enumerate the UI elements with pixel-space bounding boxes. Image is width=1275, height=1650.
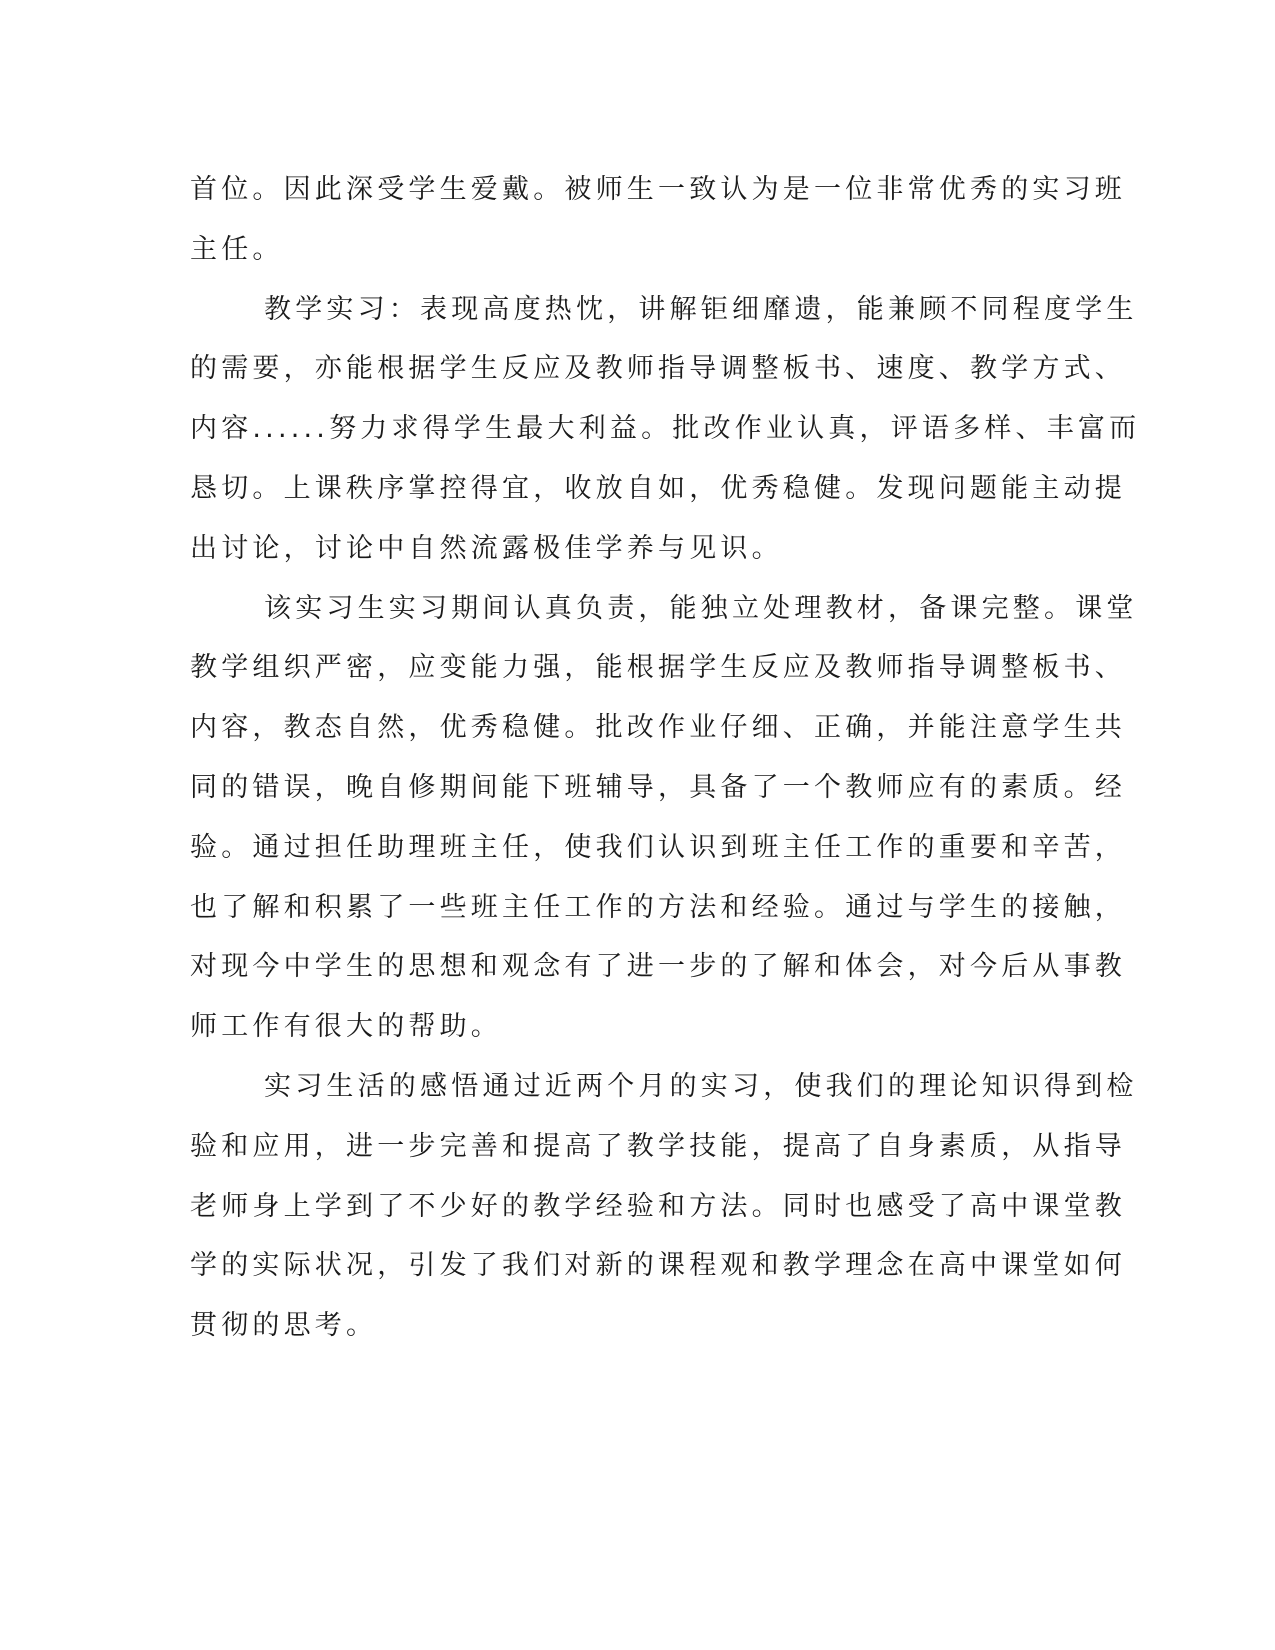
text-line: 教学组织严密，应变能力强，能根据学生反应及教师指导调整板书、 bbox=[190, 652, 1126, 684]
text-line: 师工作有很大的帮助。 bbox=[190, 1011, 502, 1043]
text-line: 主任。 bbox=[190, 233, 284, 265]
text-line: 实习生活的感悟通过近两个月的实习，使我们的理论知识得到检 bbox=[264, 1070, 1138, 1102]
document-body bbox=[190, 160, 1141, 1356]
text-line: 同的错误，晚自修期间能下班辅导，具备了一个教师应有的素质。经 bbox=[190, 771, 1126, 803]
text-line: 验。通过担任助理班主任，使我们认识到班主任工作的重要和辛苦， bbox=[190, 831, 1126, 863]
text-line: 的需要，亦能根据学生反应及教师指导调整板书、速度、教学方式、 bbox=[190, 353, 1126, 385]
text-line: 也了解和积累了一些班主任工作的方法和经验。通过与学生的接触， bbox=[190, 891, 1126, 923]
text-line: 内容......努力求得学生最大利益。批改作业认真，评语多样、丰富而 bbox=[190, 413, 1141, 445]
text-line: 该实习生实习期间认真负责，能独立处理教材，备课完整。课堂 bbox=[264, 592, 1138, 624]
text-line: 出讨论，讨论中自然流露极佳学养与见识。 bbox=[190, 532, 783, 564]
paragraph-1 bbox=[190, 160, 1126, 280]
paragraph-4 bbox=[190, 1057, 1138, 1356]
text-line: 贯彻的思考。 bbox=[190, 1310, 378, 1342]
paragraph-2 bbox=[190, 280, 1141, 579]
text-line: 首位。因此深受学生爱戴。被师生一致认为是一位非常优秀的实习班 bbox=[190, 174, 1126, 205]
text-line: 学的实际状况，引发了我们对新的课程观和教学理念在高中课堂如何 bbox=[190, 1250, 1126, 1282]
text-line: 对现今中学生的思想和观念有了进一步的了解和体会，对今后从事教 bbox=[190, 951, 1126, 983]
text-line: 恳切。上课秩序掌控得宜，收放自如，优秀稳健。发现问题能主动提 bbox=[190, 472, 1126, 504]
paragraph-3 bbox=[190, 579, 1138, 1057]
text-line: 教学实习：表现高度热忱，讲解钜细靡遗，能兼顾不同程度学生 bbox=[264, 293, 1138, 325]
text-line: 老师身上学到了不少好的教学经验和方法。同时也感受了高中课堂教 bbox=[190, 1190, 1126, 1222]
text-line: 内容，教态自然，优秀稳健。批改作业仔细、正确，并能注意学生共 bbox=[190, 712, 1126, 744]
text-line: 验和应用，进一步完善和提高了教学技能，提高了自身素质，从指导 bbox=[190, 1130, 1126, 1162]
